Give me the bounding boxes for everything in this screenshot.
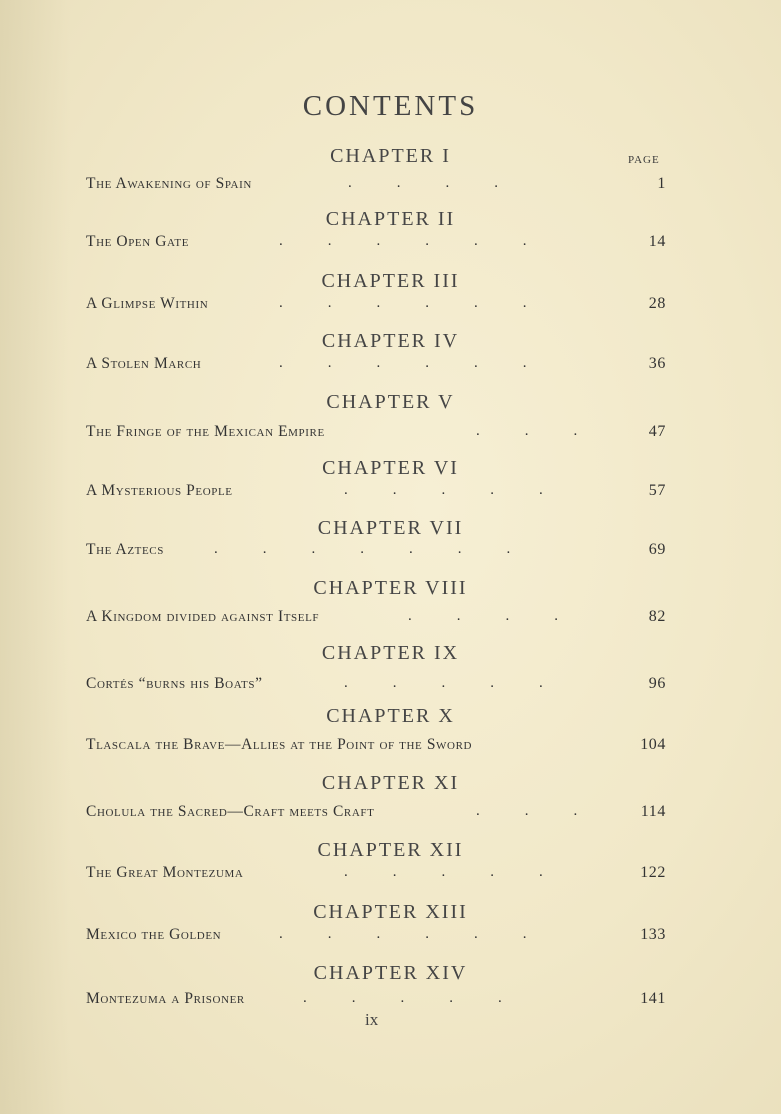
dot-leader: . . . . . . (279, 926, 527, 942)
chapter-title: Montezuma a Prisoner (86, 990, 245, 1007)
page-number: 104 (640, 736, 666, 753)
dot-leader: . . . . . (344, 675, 543, 691)
dot-leader: . . . . . (344, 482, 543, 498)
chapter-heading: CHAPTER I (330, 145, 451, 167)
chapter-heading: CHAPTER IV (321, 330, 460, 352)
chapter-heading: CHAPTER III (321, 270, 460, 292)
toc-entry (86, 295, 666, 317)
chapter-heading: CHAPTER VII (317, 517, 464, 539)
chapter-title: A Kingdom divided against Itself (86, 608, 320, 625)
toc-entry (86, 864, 666, 886)
toc-entry (86, 541, 666, 563)
page-number: 14 (648, 233, 666, 250)
chapter-title: A Stolen March (86, 355, 202, 372)
dot-leader: . . . . . (303, 990, 502, 1006)
chapter-heading: CHAPTER V (326, 391, 455, 413)
chapter-heading: CHAPTER VI (322, 457, 459, 479)
dot-leader: . . . . . (344, 864, 543, 880)
page-number: 141 (640, 990, 666, 1007)
toc-entry (86, 736, 666, 758)
page-number: 82 (648, 608, 666, 625)
page-number: 28 (648, 295, 666, 312)
toc-entry (86, 926, 666, 948)
chapter-heading: CHAPTER VIII (313, 577, 468, 599)
chapter-heading: CHAPTER XIII (313, 901, 468, 923)
dot-leader: . . . . (408, 608, 558, 624)
dot-leader: . . . . (348, 175, 498, 191)
dot-leader: . . . . . . (279, 233, 527, 249)
toc-entry (86, 990, 666, 1012)
chapter-title: Mexico the Golden (86, 926, 222, 943)
chapter-heading: CHAPTER XI (321, 772, 460, 794)
toc-entry (86, 233, 666, 255)
chapter-heading: CHAPTER II (325, 208, 456, 230)
chapter-title: Cortés “burns his Boats” (86, 675, 263, 692)
chapter-heading: CHAPTER XIV (313, 962, 468, 984)
page-column-label: PAGE (628, 154, 660, 166)
dot-leader: . . . . . . (279, 295, 527, 311)
page-number: 1 (657, 175, 666, 192)
page-number: 69 (648, 541, 666, 558)
chapter-title: The Awakening of Spain (86, 175, 252, 192)
toc-entry (86, 803, 666, 825)
page-number: 36 (648, 355, 666, 372)
page-number: 47 (648, 423, 666, 440)
dot-leader: . . . (476, 803, 578, 819)
chapter-title: The Aztecs (86, 541, 164, 558)
page-number: 96 (648, 675, 666, 692)
page-folio: ix (365, 1010, 379, 1029)
toc-entry (86, 675, 666, 697)
chapter-title: The Fringe of the Mexican Empire (86, 423, 325, 440)
toc-entry (86, 355, 666, 377)
chapter-title: Tlascala the Brave—Allies at the Point of the Sword (86, 736, 473, 753)
page-number: 133 (640, 926, 666, 943)
chapter-title: A Glimpse Within (86, 295, 209, 312)
contents-heading: CONTENTS (302, 90, 479, 122)
chapter-title: A Mysterious People (86, 482, 233, 499)
chapter-heading: CHAPTER X (326, 705, 455, 727)
chapter-title: Cholula the Sacred—Craft meets Craft (86, 803, 375, 820)
chapter-heading: CHAPTER XII (317, 839, 464, 861)
toc-entry (86, 423, 666, 445)
page-number: 122 (640, 864, 666, 881)
chapter-title: The Great Montezuma (86, 864, 244, 881)
dot-leader: . . . . . . (279, 355, 527, 371)
page-number: 57 (648, 482, 666, 499)
dot-leader: . . . (476, 423, 578, 439)
page-number: 114 (640, 803, 666, 820)
toc-entry (86, 482, 666, 504)
chapter-heading: CHAPTER IX (321, 642, 460, 664)
chapter-title: The Open Gate (86, 233, 190, 250)
toc-entry (86, 175, 666, 197)
toc-entry (86, 608, 666, 630)
dot-leader: . . . . . . . (214, 541, 511, 557)
